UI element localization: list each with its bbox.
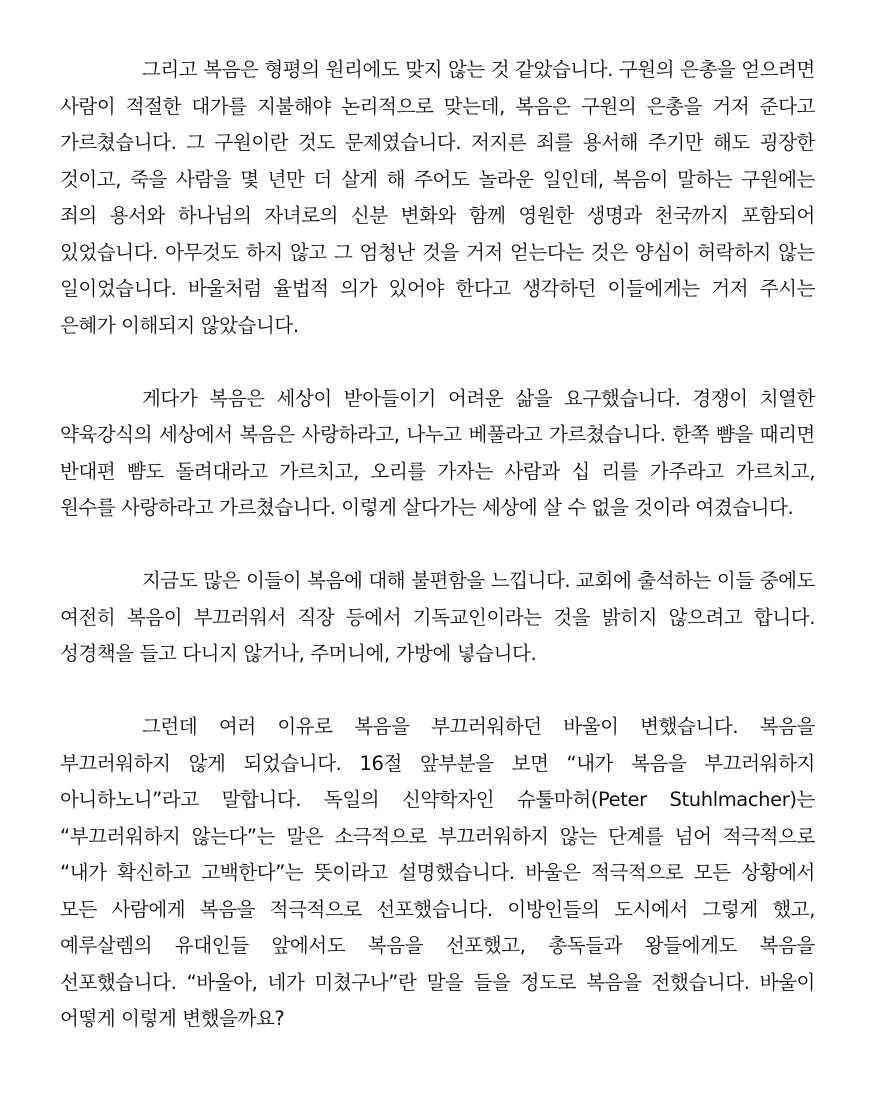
paragraph-3: 지금도 많은 이들이 복음에 대해 불편함을 느낍니다. 교회에 출석하는 이들 중에도 여전히 복음이 부끄러워서 직장 등에서 기독교인이라는 것을 밝히지 않으려고 합니다. 성경책을 들고 다니지 않거나, 주머니에, 가방에 넣습니다. bbox=[60, 569, 815, 665]
paragraph-4: 그런데 여러 이유로 복음을 부끄러워하던 바울이 변했습니다. 복음을 부끄러워하지 않게 되었습니다. 16절 앞부분을 보면 “내가 복음을 부끄러워하지 아니하노니”라고 말합니다. 독일의 신약학자인 슈툴마허(Peter Stuhlmacher)는 “부끄러워하지 않는다”는 말은 소극적으로 부끄러워하지 않는 단계를 넘어 적극적으로 “내가 확신하고 고백한다”는 뜻이라고 설명했습니다. 바울은 적극적으로 모든 상황에서 모든 사람에게 복음을 적극적으로 선포했습니다. 이방인들의 도시에서 그렇게 했고, 예루살렘의 유대인들 앞에서도 복음을 선포했고, 총독들과 왕들에게도 복음을 선포했습니다. “바울아, 네가 미쳤구나”란 말을 들을 정도로 복음을 전했습니다. 바울이 어떻게 이렇게 변했을까요? bbox=[60, 715, 816, 1030]
paragraph-1: 그리고 복음은 형평의 원리에도 맞지 않는 것 같았습니다. 구원의 은총을 얻으려면 사람이 적절한 대가를 지불해야 논리적으로 맞는데, 복음은 구원의 은총을 거저 준다고 가르쳤습니다. 그 구원이란 것도 문제였습니다. 저지른 죄를 용서해 주기만 해도 굉장한 것이고, 죽을 사람을 몇 년만 더 살게 해 주어도 놀라운 일인데, 복음이 말하는 구원에는 죄의 용서와 하나님의 자녀로의 신분 변화와 함께 영원한 생명과 천국까지 포함되어 있었습니다. 아무것도 하지 않고 그 엄청난 것을 거저 얻는다는 것은 양심이 허락하지 않는 일이었습니다. 바울처럼 율법적 의가 있어야 한다고 생각하던 이들에게는 거저 주시는 은혜가 이해되지 않았습니다. bbox=[60, 58, 815, 337]
paragraph-2: 게다가 복음은 세상이 받아들이기 어려운 삶을 요구했습니다. 경쟁이 치열한 약육강식의 세상에서 복음은 사랑하라고, 나누고 베풀라고 가르쳤습니다. 한쪽 뺨을 때리면 반대편 뺨도 돌려대라고 가르치고, 오리를 가자는 사람과 십 리를 가주라고 가르치고, 원수를 사랑하라고 가르쳤습니다. 이렇게 살다가는 세상에 살 수 없을 것이라 여겼습니다. bbox=[60, 386, 815, 519]
